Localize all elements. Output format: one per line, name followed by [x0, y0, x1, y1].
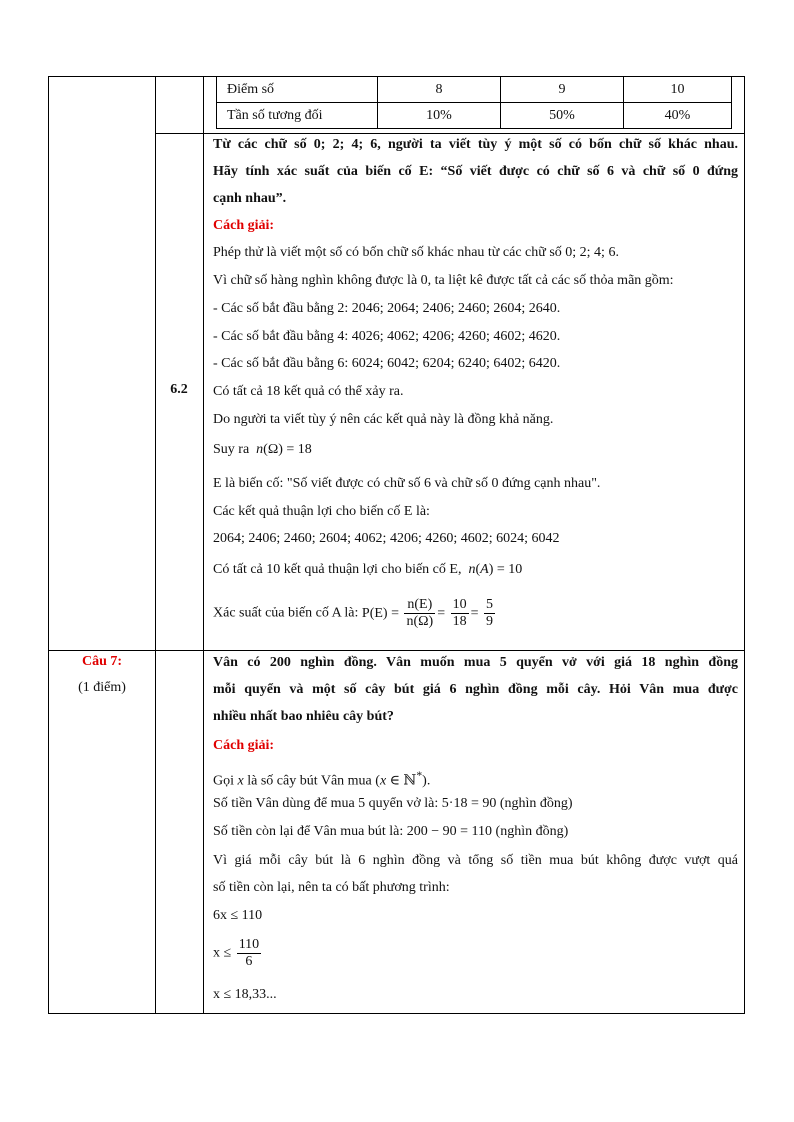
math-expression: x ≤	[213, 945, 232, 961]
math-expression: x	[379, 773, 387, 789]
question-label: Câu 7:	[81, 654, 123, 669]
solution-line	[213, 597, 497, 630]
column-divider	[155, 77, 156, 1013]
fraction	[237, 937, 261, 970]
column-divider	[203, 77, 204, 1013]
row-divider	[49, 650, 744, 651]
question-text: cạnh nhau”.	[213, 191, 287, 206]
fraction	[404, 597, 435, 630]
question-text: Từ các chữ số 0; 2; 4; 6, người ta viết tùy ý một số có bốn chữ số khác nhau.	[213, 137, 738, 152]
table-row	[217, 103, 732, 129]
table-row	[217, 77, 732, 103]
solution-line: - Các số bắt đầu bằng 6: 6024; 6042; 6204; 6240; 6402; 6420.	[213, 356, 561, 371]
table-header-cell: Điểm số	[217, 77, 378, 103]
question-text: Vân có 200 nghìn đồng. Vân muốn mua 5 quyển vở với giá 18 nghìn đồng	[213, 655, 738, 670]
solution-text: là số cây bút Vân mua (	[247, 773, 380, 789]
solution-line	[213, 441, 312, 459]
solution-line: 2064; 2406; 2460; 2604; 4062; 4206; 4260; 4602; 6024; 6042	[213, 531, 560, 546]
numerator: 5	[486, 597, 494, 612]
denominator: 9	[486, 614, 494, 629]
denominator: 6	[245, 954, 253, 969]
denominator: n(Ω)	[406, 614, 434, 629]
solution-text: Suy ra	[213, 442, 250, 457]
table-cell: Tần số tương đối	[217, 103, 378, 129]
inequality: 6x ≤ 110	[213, 908, 263, 923]
fraction	[451, 597, 469, 630]
solution-text: Có tất cả 10 kết quả thuận lợi cho biến cố E,	[213, 562, 462, 577]
method-heading: Cách giải:	[213, 738, 275, 753]
math-expression: n(A) = 10	[468, 562, 523, 577]
math-value: = 10	[496, 562, 523, 577]
solution-text: Gọi	[213, 773, 234, 789]
solution-line: Có tất cả 18 kết quả có thể xảy ra.	[213, 384, 404, 399]
math-expression: n(Ω) = 18	[256, 442, 312, 457]
solution-line: Gọi x là số cây bút Vân mua (x ∈ ℕ*).	[213, 769, 431, 789]
table-cell: 50%	[501, 103, 624, 129]
math-expression: P(E) =	[361, 605, 399, 621]
table-cell: 10%	[378, 103, 501, 129]
math-value: = 18	[286, 442, 312, 457]
solution-line	[213, 561, 522, 579]
method-heading: Cách giải:	[213, 218, 275, 233]
table-cell: 40%	[624, 103, 732, 129]
question-points: (1 điểm)	[78, 680, 126, 695]
answer-table	[48, 76, 745, 1014]
solution-line: Số tiền còn lại để Vân mua bút là: 200 − 90 = 110 (nghìn đồng)	[213, 824, 569, 839]
fraction	[484, 597, 495, 630]
row-divider	[155, 133, 744, 134]
solution-line: Phép thử là viết một số có bốn chữ số khác nhau từ các chữ số 0; 2; 4; 6.	[213, 245, 619, 260]
solution-line: - Các số bắt đầu bằng 4: 4026; 4062; 4206; 4260; 4602; 4620.	[213, 329, 561, 344]
numerator: 10	[452, 597, 467, 612]
solution-line: E là biến cố: "Số viết được có chữ số 6 và chữ số 0 đứng cạnh nhau".	[213, 476, 601, 491]
solution-line: Do người ta viết tùy ý nên các kết quả này là đồng khả năng.	[213, 412, 554, 427]
denominator: 18	[452, 614, 467, 629]
solution-line: Số tiền Vân dùng để mua 5 quyển vở là: 5·18 = 90 (nghìn đồng)	[213, 796, 573, 811]
question-text: Hãy tính xác suất của biến cố E: “Số viết được có chữ số 6 và chữ số 0 đứng	[213, 164, 738, 179]
table-header-cell: 10	[624, 77, 732, 103]
table-header-cell: 9	[501, 77, 624, 103]
solution-line: Vì chữ số hàng nghìn không được là 0, ta liệt kê được tất cả các số thỏa mãn gồm:	[213, 273, 674, 288]
numerator: 110	[238, 937, 260, 952]
variable: x	[237, 773, 244, 789]
solution-line: Các kết quả thuận lợi cho biến cố E là:	[213, 504, 430, 519]
solution-line: Vì giá mỗi cây bút là 6 nghìn đồng và tổng số tiền mua bút không được vượt quá	[213, 853, 738, 868]
probability-formula: P(E) = $\frac{n(E)}{n(\Omega)}$ = $\frac{10}{18}$ = $\frac{5}{9}$	[361, 597, 494, 629]
inequality: x ≤ 18,33...	[213, 987, 277, 1002]
solution-line: - Các số bắt đầu bằng 2: 2046; 2064; 2406; 2460; 2604; 2640.	[213, 301, 561, 316]
question-number: 6.2	[170, 382, 188, 397]
solution-text: ).	[422, 773, 431, 789]
solution-text: Xác suất của biến cố A là:	[213, 605, 359, 621]
frequency-table	[216, 76, 732, 129]
question-text: mỗi quyển và một số cây bút giá 6 nghìn đồng mỗi cây. Hỏi Vân mua được	[213, 682, 738, 697]
question-text: nhiều nhất bao nhiêu cây bút?	[213, 709, 394, 724]
numerator: n(E)	[404, 597, 435, 614]
inequality	[213, 937, 263, 970]
solution-line: số tiền còn lại, nên ta có bất phương trình:	[213, 880, 450, 895]
table-header-cell: 8	[378, 77, 501, 103]
